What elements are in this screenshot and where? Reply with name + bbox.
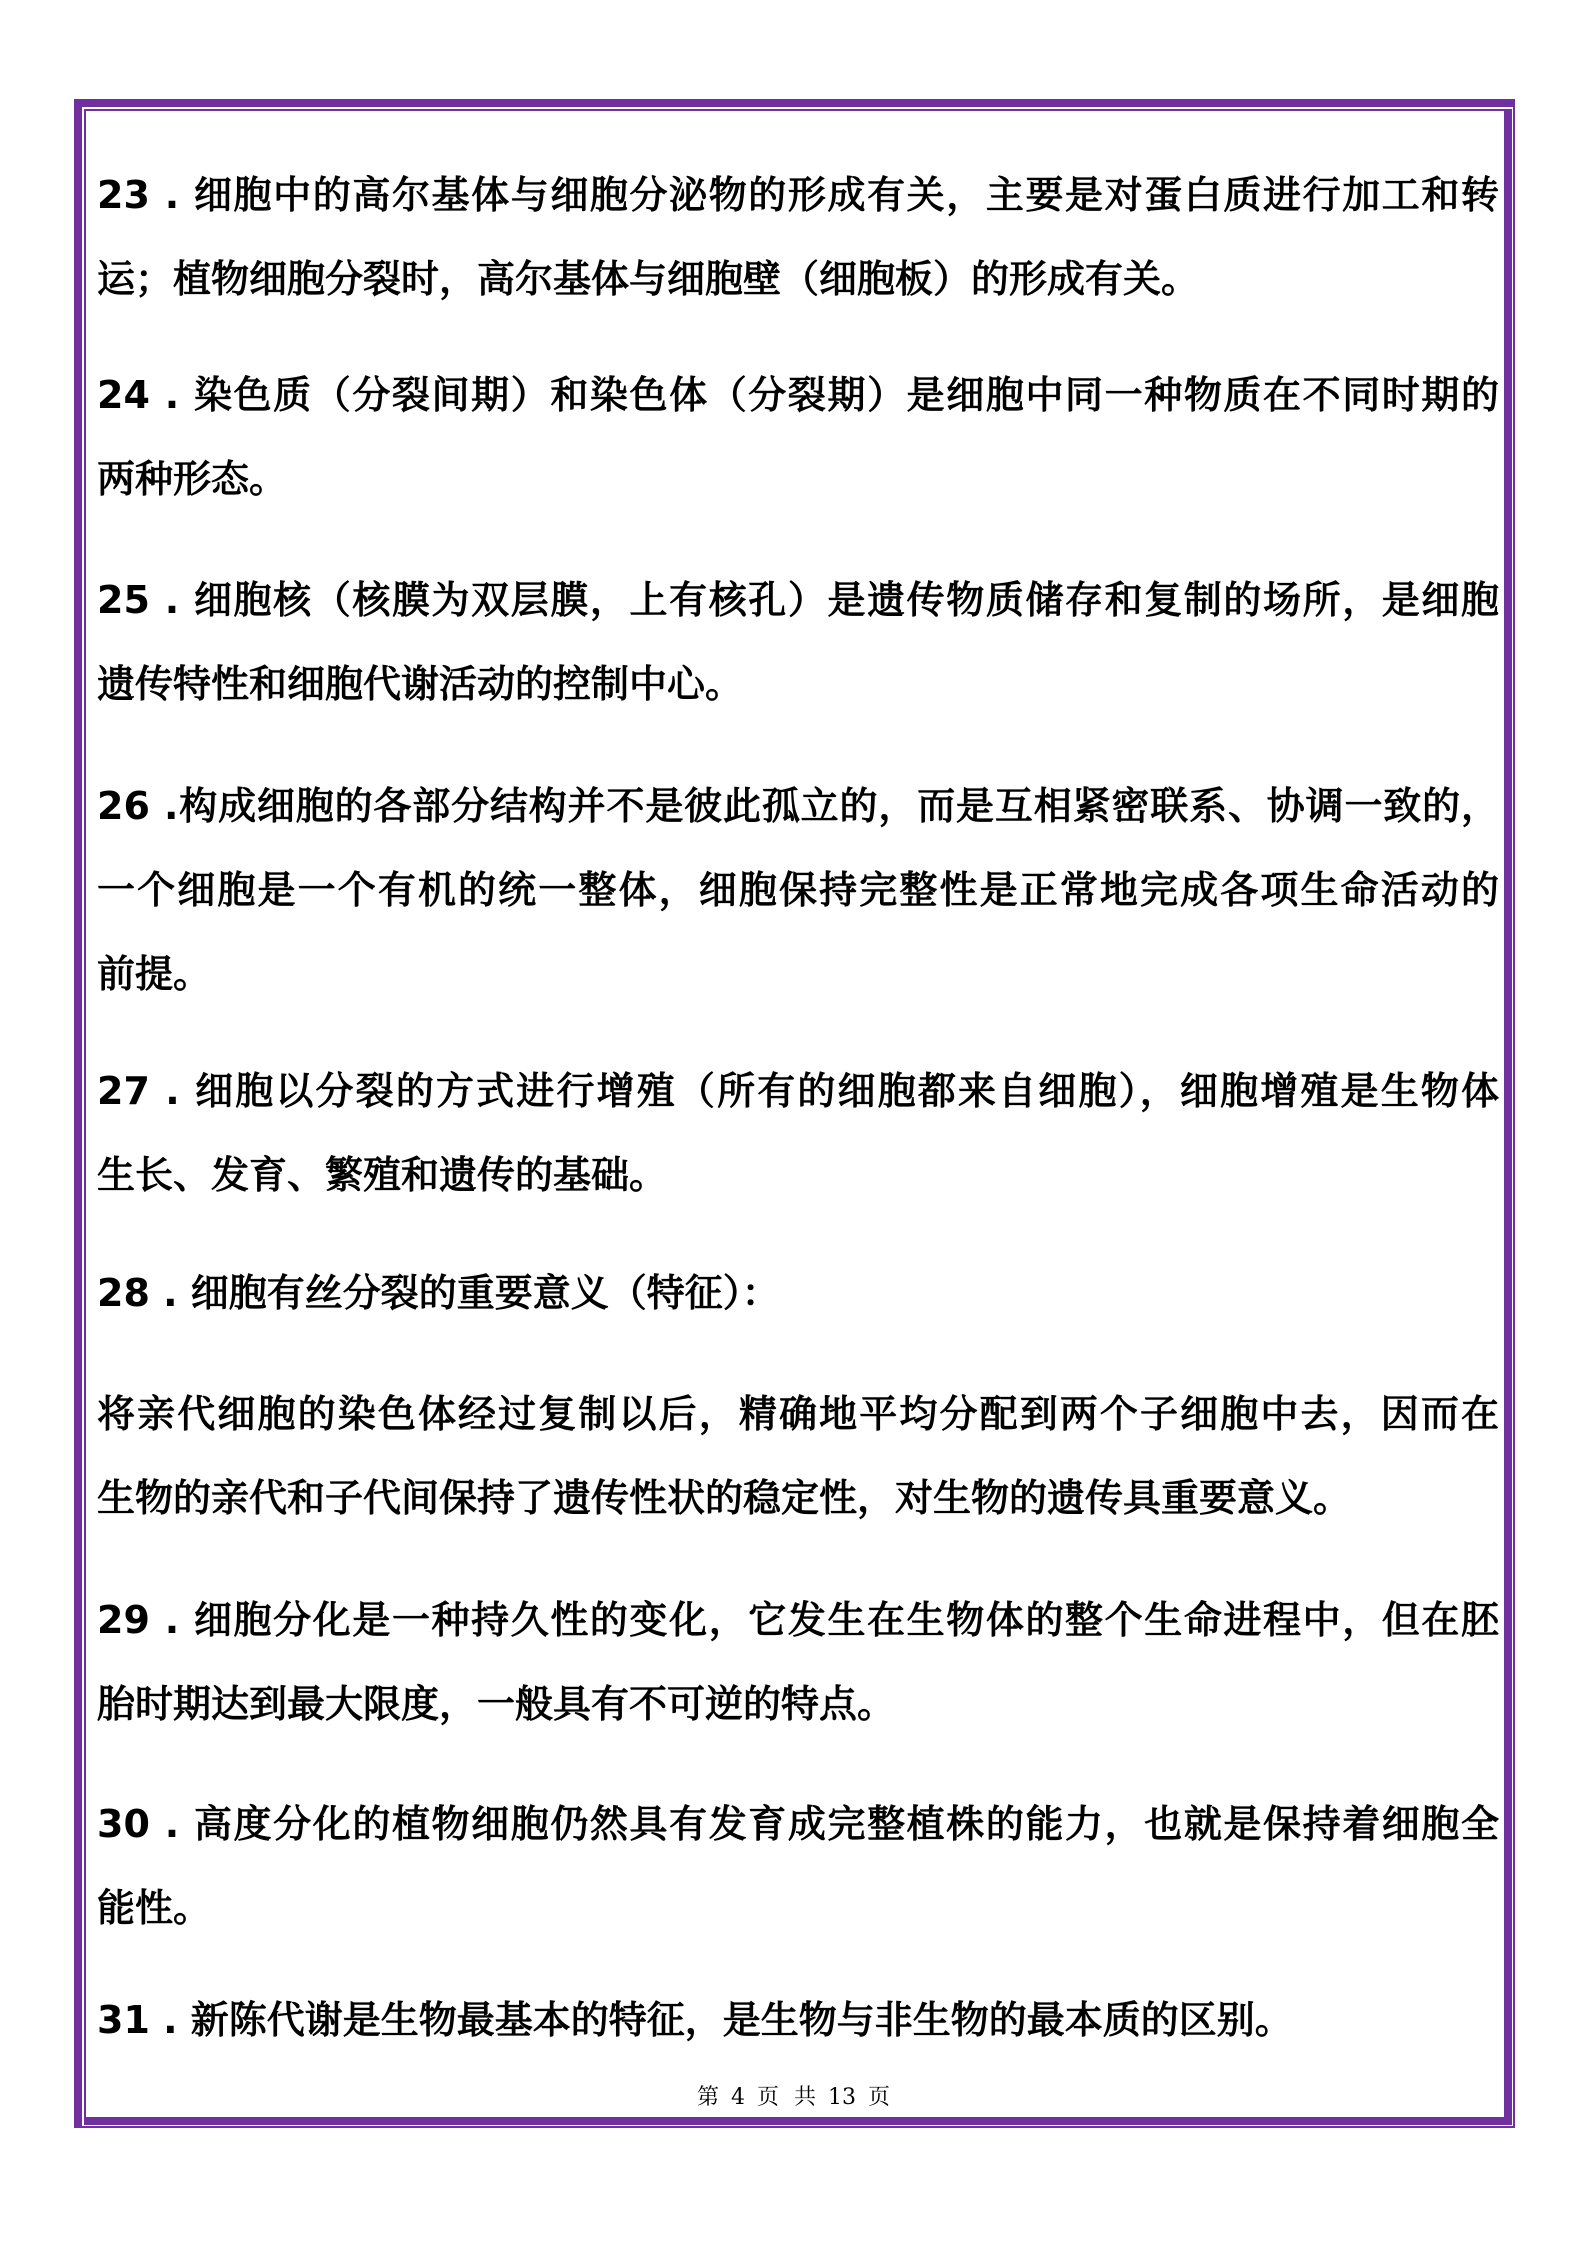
paragraph-31 — [97, 1978, 1499, 2062]
paragraph-line: 遗传特性和细胞代谢活动的控制中心。 — [97, 662, 744, 706]
paragraph-26 — [97, 764, 1499, 1016]
paragraph-line: 25 . 细胞核（核膜为双层膜，上有核孔）是遗传物质储存和复制的场所，是细胞 — [97, 578, 1499, 622]
paragraph-line: 24 . 染色质（分裂间期）和染色体（分裂期）是细胞中同一种物质在不同时期的 — [97, 373, 1499, 417]
paragraph-line: 29 . 细胞分化是一种持久性的变化，它发生在生物体的整个生命进程中，但在胚 — [97, 1598, 1499, 1642]
footer-middle: 页 共 — [757, 2085, 816, 2110]
paragraph-line: 生物的亲代和子代间保持了遗传性状的稳定性，对生物的遗传具重要意义。 — [97, 1476, 1352, 1520]
paragraph-27 — [97, 1049, 1499, 1217]
paragraph-line: 生长、发育、繁殖和遗传的基础。 — [97, 1153, 668, 1197]
footer-current-page: 4 — [731, 2085, 745, 2110]
paragraph-line: 能性。 — [97, 1886, 212, 1930]
footer-total-pages: 13 — [828, 2085, 856, 2110]
paragraph-line: 两种形态。 — [97, 457, 288, 501]
paragraph-28-body — [97, 1372, 1499, 1540]
footer-suffix: 页 — [868, 2085, 891, 2110]
paragraph-line: 23 . 细胞中的高尔基体与细胞分泌物的形成有关，主要是对蛋白质进行加工和转 — [97, 173, 1499, 217]
page-number-footer — [0, 2084, 1587, 2112]
paragraph-24 — [97, 353, 1499, 521]
paragraph-line: 前提。 — [97, 952, 212, 996]
paragraph-line: 31 . 新陈代谢是生物最基本的特征，是生物与非生物的最本质的区别。 — [97, 1998, 1293, 2042]
paragraph-line: 26 .构成细胞的各部分结构并不是彼此孤立的，而是互相紧密联系、协调一致的， — [97, 784, 1499, 828]
paragraph-29 — [97, 1578, 1499, 1746]
paragraph-line: 运；植物细胞分裂时，高尔基体与细胞壁（细胞板）的形成有关。 — [97, 257, 1200, 301]
paragraph-line: 30 . 高度分化的植物细胞仍然具有发育成完整植株的能力，也就是保持着细胞全 — [97, 1802, 1499, 1846]
paragraph-line: 一个细胞是一个有机的统一整体，细胞保持完整性是正常地完成各项生命活动的 — [97, 868, 1499, 912]
paragraph-line: 28 . 细胞有丝分裂的重要意义（特征）： — [97, 1271, 780, 1315]
paragraph-line: 胎时期达到最大限度，一般具有不可逆的特点。 — [97, 1682, 896, 1726]
paragraph-23 — [97, 153, 1499, 321]
paragraph-30 — [97, 1782, 1499, 1950]
footer-prefix: 第 — [696, 2085, 719, 2110]
paragraph-line: 27 . 细胞以分裂的方式进行增殖（所有的细胞都来自细胞），细胞增殖是生物体 — [97, 1069, 1499, 1113]
paragraph-line: 将亲代细胞的染色体经过复制以后，精确地平均分配到两个子细胞中去，因而在 — [97, 1392, 1499, 1436]
paragraph-28 — [97, 1251, 1499, 1335]
paragraph-25 — [97, 558, 1499, 726]
